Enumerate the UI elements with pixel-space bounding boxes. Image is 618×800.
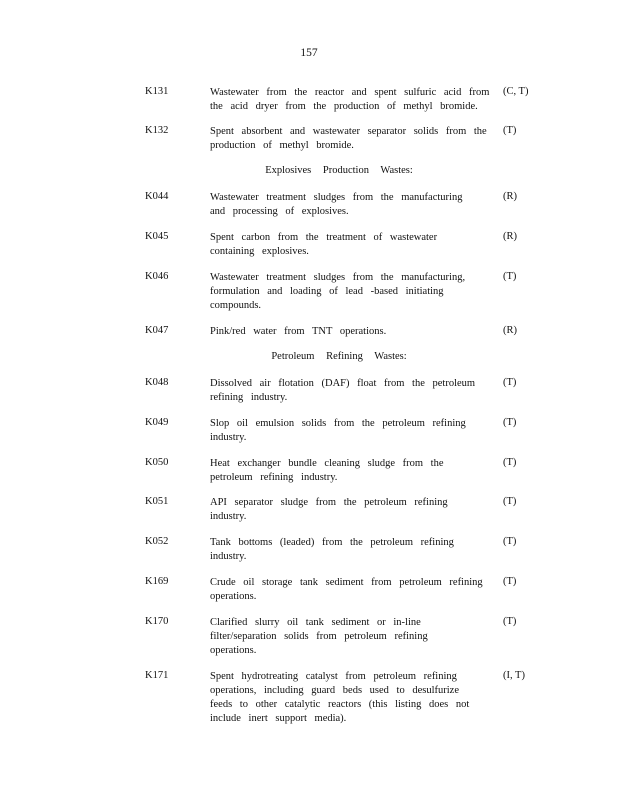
description-line: refining industry.	[210, 392, 288, 403]
hazard-code: (R)	[503, 231, 517, 242]
description-line: Spent absorbent and wastewater separator solids from the	[210, 126, 487, 137]
description-line: filter/separation solids from petroleum refining	[210, 631, 428, 642]
waste-description	[210, 496, 495, 524]
hazard-code: (T)	[503, 536, 517, 547]
waste-code: K044	[145, 191, 169, 202]
waste-description	[210, 616, 495, 658]
description-line: Wastewater from the reactor and spent sulfuric acid from	[210, 87, 490, 98]
hazard-code: (C, T)	[503, 86, 529, 97]
hazard-code: (T)	[503, 417, 517, 428]
page-number: 157	[300, 47, 318, 59]
waste-code: K050	[145, 457, 169, 468]
waste-description	[210, 670, 495, 726]
hazard-code: (T)	[503, 377, 517, 388]
waste-code: K052	[145, 536, 169, 547]
waste-description	[210, 576, 495, 604]
description-line: Spent carbon from the treatment of wastewater	[210, 232, 438, 243]
description-line: operations.	[210, 591, 257, 602]
hazard-code: (T)	[503, 457, 517, 468]
description-line: and processing of explosives.	[210, 206, 349, 217]
section-heading-petroleum	[0, 351, 618, 362]
description-line: feeds to other catalytic reactors (this listing does not	[210, 699, 470, 710]
description-line: industry.	[210, 551, 247, 562]
description-line: Crude oil storage tank sediment from petroleum refining	[210, 577, 483, 588]
description-line: Pink/red water from TNT operations.	[210, 326, 387, 337]
description-line: Tank bottoms (leaded) from the petroleum refining	[210, 537, 454, 548]
hazard-code: (T)	[503, 125, 517, 136]
waste-code: K049	[145, 417, 169, 428]
hazard-code: (R)	[503, 325, 517, 336]
section-heading-explosives	[0, 165, 618, 176]
description-line: Wastewater treatment sludges from the manufacturing,	[210, 272, 466, 283]
description-line: Clarified slurry oil tank sediment or in-line	[210, 617, 421, 628]
hazard-code: (R)	[503, 191, 517, 202]
waste-description	[210, 325, 495, 339]
description-line: containing explosives.	[210, 246, 309, 257]
hazard-code: (T)	[503, 271, 517, 282]
waste-code: K170	[145, 616, 169, 627]
waste-code: K051	[145, 496, 169, 507]
waste-code: K045	[145, 231, 169, 242]
waste-description	[210, 191, 495, 219]
description-line: industry.	[210, 511, 247, 522]
waste-description	[210, 417, 495, 445]
description-line: petroleum refining industry.	[210, 472, 338, 483]
description-line: the acid dryer from the production of methyl bromide.	[210, 101, 478, 112]
description-line: production of methyl bromide.	[210, 140, 354, 151]
description-line: include inert support media).	[210, 713, 347, 724]
section-title: Explosives Production Wastes:	[265, 165, 413, 176]
description-line: formulation and loading of lead -based initiating	[210, 286, 444, 297]
description-line: Slop oil emulsion solids from the petroleum refining	[210, 418, 466, 429]
description-line: Heat exchanger bundle cleaning sludge from the	[210, 458, 444, 469]
description-line: Spent hydrotreating catalyst from petroleum refining	[210, 671, 457, 682]
waste-code: K048	[145, 377, 169, 388]
hazard-code: (T)	[503, 616, 517, 627]
hazard-code: (T)	[503, 576, 517, 587]
waste-code: K131	[145, 86, 169, 97]
waste-code: K046	[145, 271, 169, 282]
description-line: operations.	[210, 645, 257, 656]
waste-code: K047	[145, 325, 169, 336]
waste-description	[210, 536, 495, 564]
waste-description	[210, 377, 495, 405]
waste-description	[210, 271, 495, 313]
description-line: API separator sludge from the petroleum refining	[210, 497, 448, 508]
waste-description	[210, 86, 495, 114]
description-line: compounds.	[210, 300, 262, 311]
description-line: industry.	[210, 432, 247, 443]
waste-description	[210, 125, 495, 153]
waste-description	[210, 457, 495, 485]
hazard-code: (I, T)	[503, 670, 525, 681]
section-title: Petroleum Refining Wastes:	[271, 351, 407, 362]
description-line: Dissolved air flotation (DAF) float from the petroleum	[210, 378, 476, 389]
description-line: operations, including guard beds used to desulfurize	[210, 685, 459, 696]
waste-code: K171	[145, 670, 169, 681]
waste-description	[210, 231, 495, 259]
waste-code: K132	[145, 125, 169, 136]
description-line: Wastewater treatment sludges from the manufacturing	[210, 192, 463, 203]
hazard-code: (T)	[503, 496, 517, 507]
waste-code: K169	[145, 576, 169, 587]
